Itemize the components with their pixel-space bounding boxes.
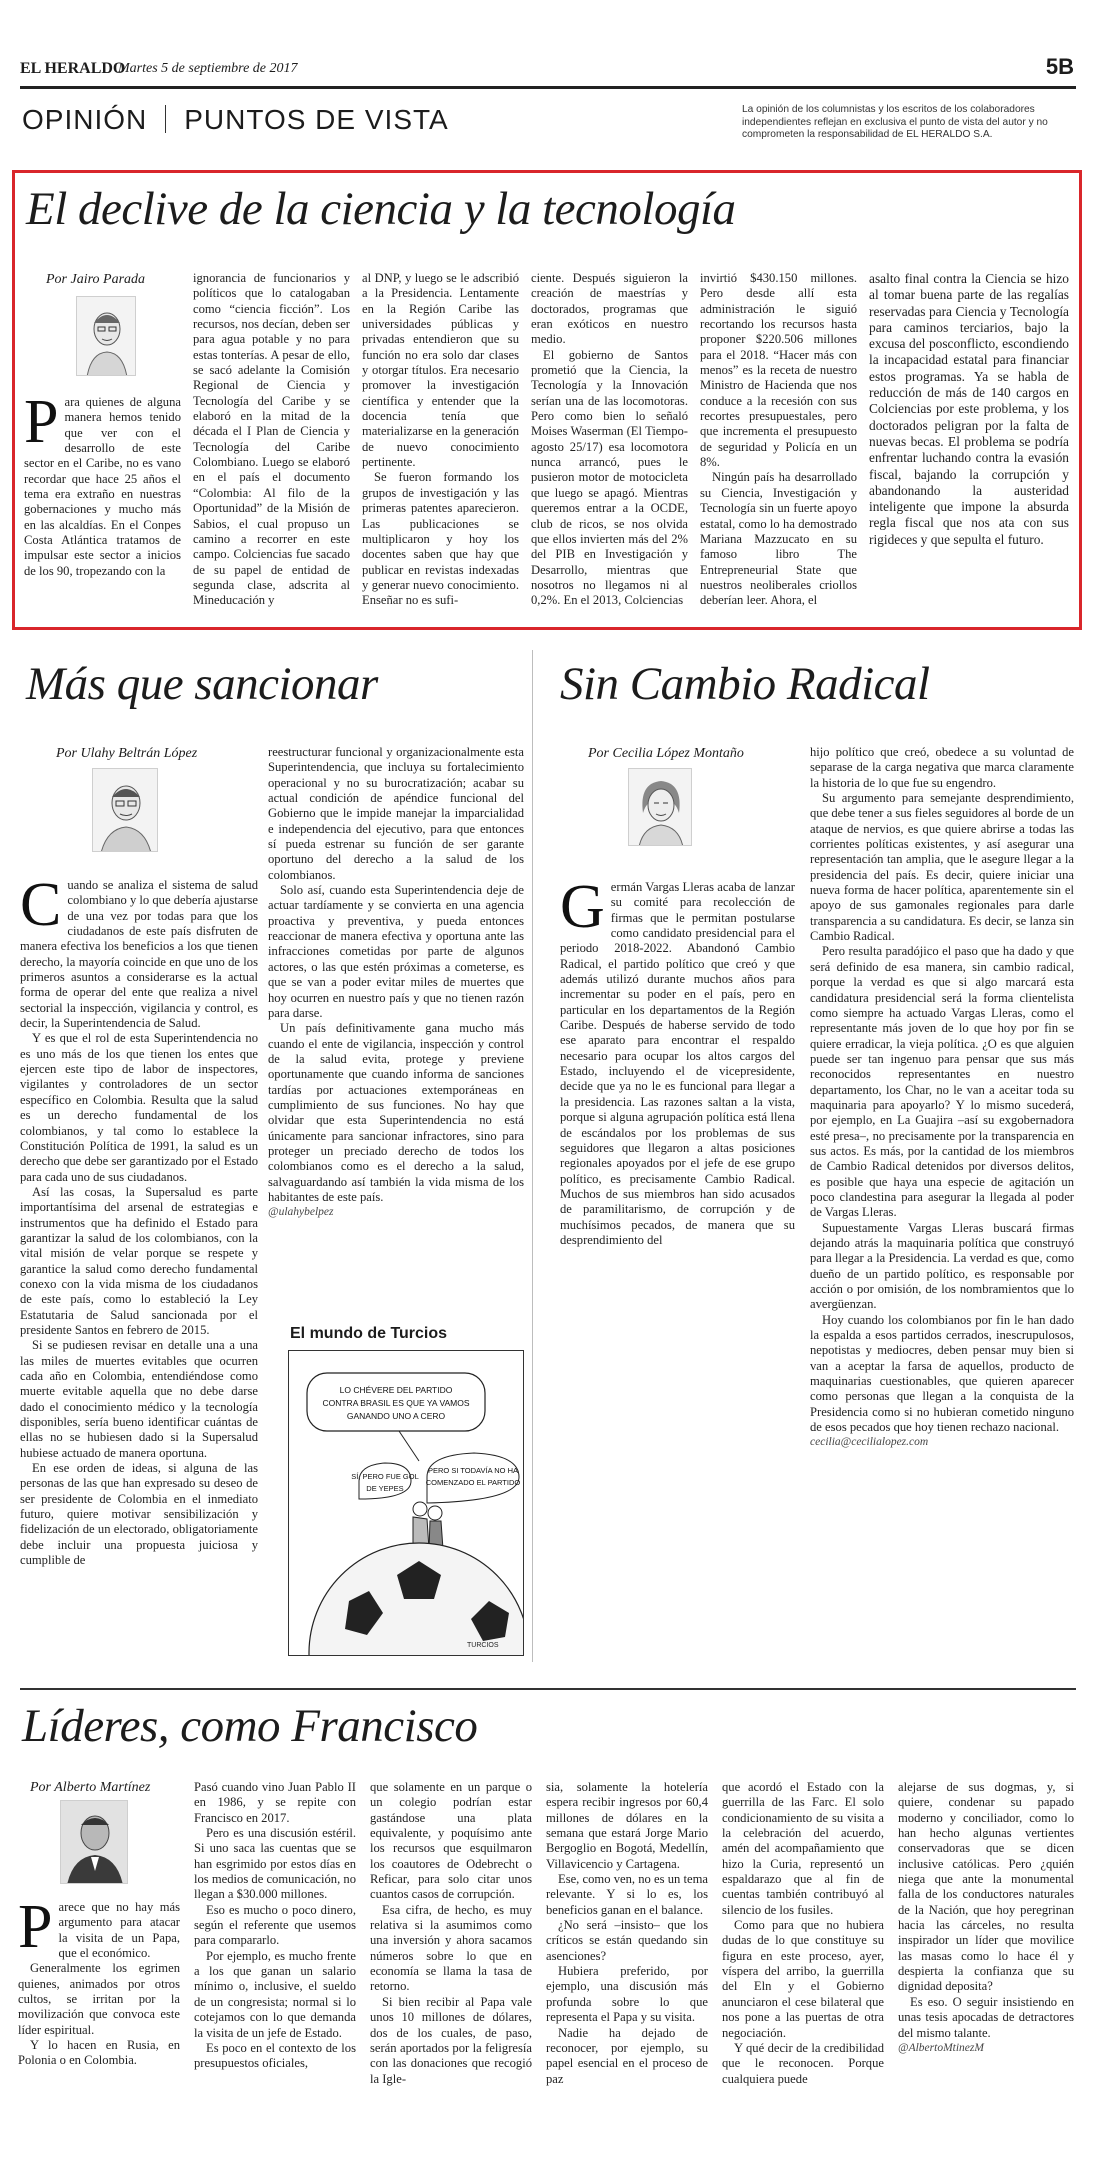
- article-title-ciencia: El declive de la ciencia y la tecnología: [26, 183, 736, 235]
- paragraph: Su argumento para semejante desprendimiento, que debe tener a sus fieles seguidores al borde de un ataque de nervios, es que quiere abrirse a todas las corrientes políticas existentes, y así asegurar una representación tan amplia, que le asegure llegar a la presidencia del país. Es decir, quiere iniciar una nueva forma de hacer política, aparentemente sin el apoyo de sus gamonales regionales para darle transparencia a su candidatura. Es decir, se lanza sin Cambio Radical.: [810, 791, 1074, 944]
- article-title-cambio-radical: Sin Cambio Radical: [560, 658, 930, 710]
- svg-text:COMENZADO EL PARTIDO: COMENZADO EL PARTIDO: [425, 1478, 521, 1487]
- paragraph: Y qué decir de la credibilidad que le reconocen. Porque cualquiera puede: [722, 2040, 884, 2086]
- article1-column-2: [193, 271, 350, 609]
- svg-text:CONTRA BRASIL ES QUE YA VAMOS: CONTRA BRASIL ES QUE YA VAMOS: [322, 1398, 470, 1408]
- portrait-sketch-icon: [77, 297, 136, 376]
- byline-alberto-martinez: Por Alberto Martínez: [30, 1780, 151, 1795]
- portrait-sketch-icon: [629, 769, 692, 846]
- article4-column-2: [194, 1780, 356, 2072]
- author-email-cecilia[interactable]: cecilia@cecilialopez.com: [810, 1436, 929, 1449]
- paragraph: al DNP, y luego se le adscribió a la Presidencia. Lentamente en la Región Caribe las universidades públicas y privadas entendieron que su función no era solo dar clases y otorgar títulos. Era necesario promover la investigación científica y entender que la docencia tenía que materializarse en la generación de nuevo conocimiento pertinente.: [362, 271, 519, 470]
- paragraph: ¿No será –insisto– que los críticos se están quedando sin asenciones?: [546, 1918, 708, 1963]
- paragraph: Supuestamente Vargas Lleras buscará firmas dejando atrás la maquinaria política que construyó para llegar a la Presidencia. La verdad es que, como dueño de un partido político, es responsable por acción o por omisión, de los nombramientos que lo avergüenzan.: [810, 1220, 1074, 1312]
- column-divider: [532, 650, 533, 1662]
- paragraph: Nadie ha dejado de reconocer, por ejemplo, su papel esencial en el proceso de paz: [546, 2025, 708, 2086]
- paragraph: Si se pudiesen revisar en detalle una a una las miles de muertes evitables que ocurren cada año en Colombia, entendiéndose como muerte evitable aquella que no debe darse dado el conocimiento médico y la tecnología disponibles, sería bueno identificar cuántas de ellas no se hubiesen dado si la Supersalud hubiese actuado de manera oportuna.: [20, 1338, 258, 1460]
- paragraph: alejarse de sus dogmas, y, si quiere, condenar su papado moderno y conciliador, como lo han hecho algunas vertientes conservadoras que se dicen inclusive católicas. Pero ¿quién niega que ante la monumental falla de los conductores naturales de la Nación, que hoy peregrinan hacia las cárceles, no resulta inspirador un líder que movilice las masas como lo hace él y despierta la confianza que su dignidad deposita?: [898, 1780, 1074, 1994]
- svg-text:GANANDO UNO A CERO: GANANDO UNO A CERO: [346, 1411, 446, 1421]
- paragraph: Eso es mucho o poco dinero, según el referente que usemos para compararlo.: [194, 1902, 356, 1948]
- dropcap: P: [18, 1893, 53, 1961]
- article3-column-2: [810, 745, 1074, 1451]
- paragraph: Pasó cuando vino Juan Pablo II en 1986, y se repite con Francisco en 2017.: [194, 1780, 356, 1825]
- paragraph: Así las cosas, la Supersalud es parte importantísima del arsenal de estrategias e instrumentos que ha definido el Estado para garantizar la salud de los colombianos, con la vital misión de velar porque se respete y garantice la salud como derecho fundamental conexo con la vida misma de los ciudadanos de este país, como lo estableció la Ley Estatutaria de Salud sancionada por el presidente Santos en febrero de 2015.: [20, 1184, 258, 1337]
- paragraph: Un país definitivamente gana mucho más cuando el ente de vigilancia, inspección y control de la salud evita, protege y previene oportunamente que cuando informa de sanciones tardías por actuaciones extemporáneas en cumplimiento de sus funciones. No hay que olvidar que esta Superintendencia no está únicamente para sancionar infractores, sino para proteger un preciado derecho de todos los colombianos como es el derecho a la salud, salvaguardando así también la vida misma de los habitantes de este país.: [268, 1021, 524, 1204]
- dropcap: G: [560, 873, 605, 941]
- article3-column-1: [560, 873, 795, 1248]
- section-opinion: OPINIÓN: [22, 104, 148, 135]
- section-header: [22, 104, 449, 136]
- cartoon-signature: TURCIOS: [467, 1642, 499, 1649]
- author-portrait-jairo: [76, 296, 136, 376]
- newspaper-name: EL HERALDO: [20, 60, 126, 77]
- opinion-disclaimer: La opinión de los columnistas y los escritos de los colaboradores independientes reflejan en exclusiva el punto de vista del autor y no comprometen la responsabilidad de EL HERALDO S.A.: [742, 104, 1048, 140]
- paragraph: Ese, como ven, no es un tema relevante. Y si lo es, los beneficios ganan en el balance.: [546, 1872, 708, 1917]
- paragraph: Hoy cuando los colombianos por fin le han dado la espalda a esos partidos cerrados, inescrupulosos, nepotistas y mediocres, deben pensar muy bien si van a aceptar la farsa de aquellos, producto de maquinarias cuestionables, que quieren aparecer como personas que llegan a la conquista de la Presidencia como si no hubieran cometido ninguno de esos pecados que hoy tienen rechazo nacional.: [810, 1312, 1074, 1435]
- paragraph: asalto final contra la Ciencia se hizo al tomar buena parte de las regalías reservadas para Ciencia y Tecnología para caminos terciarios, bajo la excusa del posconflicto, escondiendo la incapacidad estatal para financiar estos programas. Ya se habla de reducción de más de 140 cargos en Colciencias por este problema, y los doctorados peligran por la falta de nuevas becas. El problema se podría enfrentar luchando contra la evasión fiscal, bajando la corrupción y abandonando la austeridad inteligente que impone la absurda regla fiscal que nos ata con sus rigideces y que sepulta el futuro.: [869, 271, 1069, 547]
- byline-cecilia-lopez: Por Cecilia López Montaño: [588, 746, 744, 761]
- section-separator: [165, 105, 166, 133]
- paragraph: El gobierno de Santos prometió que la Ciencia, la Tecnología y la Innovación serían una de las locomotoras. Pero como bien lo señaló Moises Waserman (El Tiempo-agosto 25/17) esa locomotora nunca arrancó, pues le pusieron motor de motocicleta que luego se apagó. Mientras queremos entrar a la OCDE, club de ricos, se nos olvida que ellos invierten más del 2% del PIB en Investigación y Desarrollo, mientras que nosotros no llegamos ni al 0,2%. En el 2013, Colciencias: [531, 347, 688, 608]
- paragraph: ciente. Después siguieron la creación de maestrías y doctorados, programas que eran exóticos en nuestro medio.: [531, 271, 688, 347]
- cartoon-title: El mundo de Turcios: [290, 1325, 448, 1342]
- author-portrait-ulahy: [92, 768, 158, 852]
- paragraph: Esa cifra, de hecho, es muy relativa si la asumimos como una inversión y ahora sacamos números sobre lo que en economía se llama la tasa de retorno.: [370, 1902, 532, 1994]
- svg-text:DE YEPES: DE YEPES: [366, 1484, 404, 1493]
- paragraph: ara quienes de alguna manera hemos tenido que ver con el desarrollo de este sector en el Caribe, no es vano recordar que hace 25 años el tema era extraño en nuestras gobernaciones y mucho más en las alcaldías. En el Conpes Costa Atlántica tratamos de impulsar este sector a inicios de los 90, tropezando con la: [24, 395, 181, 578]
- paragraph: Y lo hacen en Rusia, en Polonia o en Colombia.: [18, 2038, 180, 2068]
- article4-column-5: [722, 1780, 884, 2087]
- paragraph: Generalmente los egrimen quienes, animados por otros cultos, se irritan por la movilización que convoca este líder espiritual.: [18, 1961, 180, 2037]
- paragraph: Pero es una discusión estéril. Si uno saca las cuentas que se han esgrimido por estos días en los medios de comunicación, no llegan a $30.000 millones.: [194, 1826, 356, 1902]
- paragraph: sia, solamente la hotelería espera recibir ingresos por 60,4 millones de dólares en la semana que estará Jorge Mario Bergoglio en Bogotá, Medellín, Villavicencio y Cartagena.: [546, 1780, 708, 1871]
- page-number: 5B: [1045, 54, 1074, 79]
- article4-column-3: [370, 1780, 532, 2087]
- article-title-sancionar: Más que sancionar: [26, 658, 378, 710]
- article1-column-4: [531, 271, 688, 609]
- paragraph: invirtió $430.150 millones. Pero desde allí esta administración le siguió recortando los recursos hasta proponer $220.506 millones para el 2018. “Hacer más con menos” es la receta de nuestro Ministro de Hacienda que nos conduce a la recesión con sus recortes presupuestales, pero que incrementa el presupuesto de seguridad y Policía en un 8%.: [700, 271, 857, 470]
- article4-column-4: [546, 1780, 708, 2087]
- article2-column-1: [20, 871, 258, 1568]
- paragraph: Es poco en el contexto de los presupuestos oficiales,: [194, 2040, 356, 2071]
- paragraph: ermán Vargas Lleras acaba de lanzar su comité para recolección de firmas que le permitan postularse como candidato presidencial para el periodo 2018-2022. Abandonó Cambio Radical, el partido político que creó y que además utilizó durante muchos años para incrementar su poder en el país, pero en particular en los departamentos de la Región Caribe. Después de haberse servido de todo ese aparato para encontrar el respaldo necesario para ocupar los altos cargos del Estado, incluyendo el de vicepresidente, decide que ya no le es funcional para llegar a la presidencia. Las razones saltan a la vista, porque si alguna agrupación política está llena de escándalos por los problemas de sus seguidores que llegaron a altas posiciones regionales apoyados por el jefe de ese grupo político, es precisamente Cambio Radical. Muchos de sus miembros han sido acusados de paramilitarismo, de corrupción y de muchísimos pecados, de manera que su desprendimiento del: [560, 880, 795, 1247]
- dropcap: C: [20, 871, 62, 939]
- paragraph: Si bien recibir al Papa vale unos 10 millones de dólares, dos de los cuales, de paso, serán aportados por la feligresía con las donaciones que recogió la Igle-: [370, 1994, 532, 2086]
- author-portrait-alberto: [60, 1800, 128, 1884]
- paragraph: uando se analiza el sistema de salud colombiano y lo que debería ajustarse de una vez por todas para que los ciudadanos de este país disfruten de manera efectiva los beneficios a los que tienen derecho, la mayoría coincide en que uno de los primeros asuntos a considerarse es la actual forma de operar del ente que realiza a nivel sectorial la inspección, vigilancia y control, es decir, la Superintendencia de Salud.: [20, 878, 258, 1031]
- paragraph: Es eso. O seguir insistiendo en unas tesis apocadas de detractores del mismo talante.: [898, 1994, 1074, 2040]
- paragraph: En ese orden de ideas, si alguna de las personas de las que han expresado su deseo de ser presidente de Colombia en el inmediato futuro, quiere motivar sensibilización y fidelización de un electorado, obligatoriamente debe incluir una propuesta juiciosa y cumplible de: [20, 1461, 258, 1568]
- section-divider: [20, 1688, 1076, 1690]
- svg-text:PERO SI TODAVÍA NO HA: PERO SI TODAVÍA NO HA: [427, 1466, 519, 1475]
- paragraph: reestructurar funcional y organizacionalmente esta Superintendencia, que incluya su fortalecimiento operacional y no su burocratización; acabar su actual condición de apéndice funcional del Gobierno que le impide manejar la imparcialidad e independencia del ejecutivo, para que entonces sí pueda estrenar su función de ser garante oportuno del derecho a la salud de los colombianos.: [268, 745, 524, 882]
- issue-date: Martes 5 de septiembre de 2017: [118, 61, 298, 76]
- article2-column-2: [268, 745, 524, 1221]
- byline-ulahy-beltran: Por Ulahy Beltrán López: [56, 746, 198, 761]
- svg-text:SÍ, PERO FUE GOL: SÍ, PERO FUE GOL: [351, 1472, 419, 1481]
- author-portrait-cecilia: [628, 768, 692, 846]
- byline-jairo-parada: Por Jairo Parada: [46, 272, 146, 287]
- cartoon-illustration: [289, 1351, 524, 1656]
- paragraph: Y es que el rol de esta Superintendencia no es uno más de los que tienen los entes que ejercen este tipo de labor de inspectores, vigilantes y controladores de un sector específico en Colombia. Resulta que la salud es un derecho fundamental de los colombianos, y tal como lo establece la Constitución Política de 1991, la salud es un derecho que debe ser garantizado por el Estado para cada uno de sus ciudadanos.: [20, 1031, 258, 1184]
- article1-column-3: [362, 271, 519, 609]
- dropcap: P: [24, 388, 59, 456]
- editorial-cartoon: [288, 1350, 524, 1656]
- top-rule: [20, 86, 1076, 89]
- paragraph: hijo político que creó, obedece a su voluntad de separase de la carga negativa que marca claramente la historia de lo que fue su engendro.: [810, 745, 1074, 790]
- paragraph: Ningún país ha desarrollado su Ciencia, Investigación y Tecnología sin un fuerte apoyo estatal, como lo ha demostrado Mariana Mazzucato en su famoso libro The Entrepreneurial State que nuestros neoliberales criollos deberían leer. Ahora, el: [700, 470, 857, 608]
- paragraph: que acordó el Estado con la guerrilla de las Farc. El solo condicionamiento de su visita a la celebración del acuerdo, amén del acompañamiento que hizo la Curia, representó un espaldarazo que al fin de cuentas también contribuyó al silencio de los fusiles.: [722, 1780, 884, 1917]
- author-handle-ulahy[interactable]: @ulahybelpez: [268, 1206, 334, 1219]
- paragraph: arece que no hay más argumento para atacar la visita de un Papa, que el económico.: [58, 1900, 180, 1961]
- article1-column-5: [700, 271, 857, 609]
- paragraph: Hubiera preferido, por ejemplo, una discusión más profunda sobre lo que representa el Papa y su visita.: [546, 1964, 708, 2025]
- paragraph: Solo así, cuando esta Superintendencia deje de actuar tardíamente y se convierta en una agencia proactiva y preventiva, y pueda entonces reaccionar de manera efectiva y oportuna ante las infracciones cometidas por parte de algunos actores, o las que estén próximas a cometerse, es que se van a poder evitar miles de muertes que hoy ocurren en nuestro país y que no tienen razón para darse.: [268, 883, 524, 1020]
- article4-column-6: [898, 1780, 1074, 2056]
- paragraph: Se fueron formando los grupos de investigación y las primeras patentes aparecieron. Las publicaciones se multiplicaron y hoy los docentes saben que hay que publicar en revistas indexadas y generar nuevo conocimiento. Enseñar no es sufi-: [362, 470, 519, 608]
- svg-text:LO CHÉVERE DEL PARTIDO: LO CHÉVERE DEL PARTIDO: [339, 1385, 453, 1395]
- section-puntos: PUNTOS DE VISTA: [184, 104, 449, 135]
- paragraph: Como para que no hubiera dudas de lo que constituye su figura en este proceso, ayer, víspera del arribo, la guerrilla del Eln y el Gobierno anunciaron el cese bilateral que nos pone a las puertas de otra negociación.: [722, 1918, 884, 2040]
- paragraph: que solamente en un parque o un colegio podrían estar gastándose una plata equivalente, y poquísimo ante los recursos que esquilmaron los coautores de Odebrecht o Reficar, para solo citar unos cuantos casos de corrupción.: [370, 1780, 532, 1902]
- portrait-photo-icon: [61, 1801, 128, 1884]
- article4-column-1: [18, 1893, 180, 2069]
- article1-column-6: [869, 271, 1069, 548]
- author-handle-alberto[interactable]: @AlbertoMtinezM: [898, 2041, 984, 2054]
- article-title-lideres: Líderes, como Francisco: [22, 1700, 478, 1752]
- paragraph: Pero resulta paradójico el paso que ha dado y que será definido de esa manera, sin cambio radical, porque la verdad es que si algo marcará esta candidatura presidencial será la forma clientelista como siempre ha actuado Vargas Lleras, como el representante más joven de lo que hoy por fin se quiere erradicar, la vieja política. ¿O es que alguien puede ser tan ingenuo para pensar que sus más reconocidos representantes en nuestro departamento, los Char, no le van a aceitar toda su maquinaria para apoyarlo? Y lo mismo sucederá, por ejemplo, en La Guajira –así su exgobernadora esté presa–, no precisamente por la transparencia en sus actos. Es más, por la cantidad de los miembros de Cambio Radical detenidos por diversos delitos, es posible que haya una especie de agitación un poco clandestina para asegurar la llegada al poder de Vargas Lleras.: [810, 944, 1074, 1220]
- paragraph: Por ejemplo, es mucho frente a los que ganan un salario mínimo o, inclusive, el sueldo de un congresista; normal si lo cotejamos con lo que demanda la visita de un jefe de Estado.: [194, 1948, 356, 2040]
- portrait-sketch-icon: [93, 769, 158, 852]
- article1-column-1: [24, 388, 181, 579]
- paragraph: ignorancia de funcionarios y políticos que lo catalogaban como “ciencia ficción”. Los recursos, nos decían, deben ser para agua potable y no para estas tonterías. A pesar de ello, se sacó adelante la Comisión Regional de Ciencia y Tecnología del Caribe y se elaboró en la mitad de la década el I Plan de Ciencia y Tecnología del Caribe Colombiano. Luego se elaboró en el país el documento “Colombia: Al filo de la Oportunidad” de la Misión de Sabios, el cual propuso un camino a recorrer en este campo. Colciencias fue sacado de su papel de entidad de segunda clase, adscrita al Mineducación y: [193, 271, 350, 608]
